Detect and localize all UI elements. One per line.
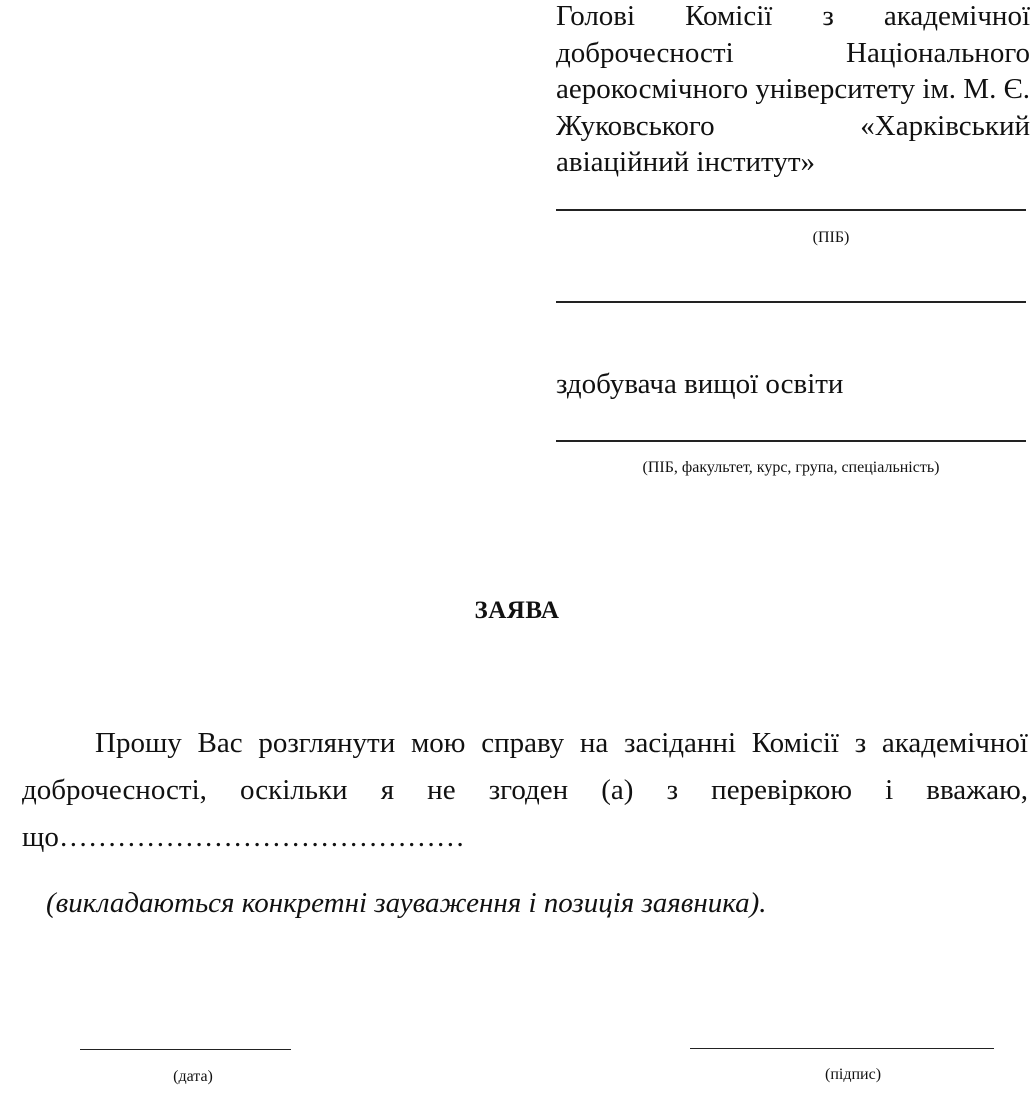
instruction-note: (викладаються конкретні зауваження і позиція заявника). — [46, 887, 767, 919]
date-line — [80, 1049, 291, 1050]
name-caption: (ПІБ) — [812, 229, 850, 246]
applicant-line — [556, 440, 1026, 442]
applicant-label: здобувача вищої освіти — [556, 368, 844, 400]
document-title: ЗАЯВА — [474, 597, 560, 624]
signature-line — [690, 1048, 994, 1049]
name-line — [556, 209, 1026, 211]
date-caption: (дата) — [173, 1068, 213, 1085]
applicant-caption: (ПІБ, факультет, курс, група, спеціальність) — [642, 459, 940, 476]
request-paragraph: Прошу Вас розглянути мою справу на засіданні Комісії з академічної доброчесності, оскільки я не згоден (а) з перевіркою і вважаю, що…………………………………… — [22, 727, 1028, 853]
addressee-block: Голові Комісії з академічної доброчесності Національного аерокосмічного університету ім. М. Є. Жуковського «Харківський авіаційний інститут» — [556, 0, 1030, 178]
signature-caption: (підпис) — [824, 1066, 882, 1083]
second-line — [556, 301, 1026, 303]
